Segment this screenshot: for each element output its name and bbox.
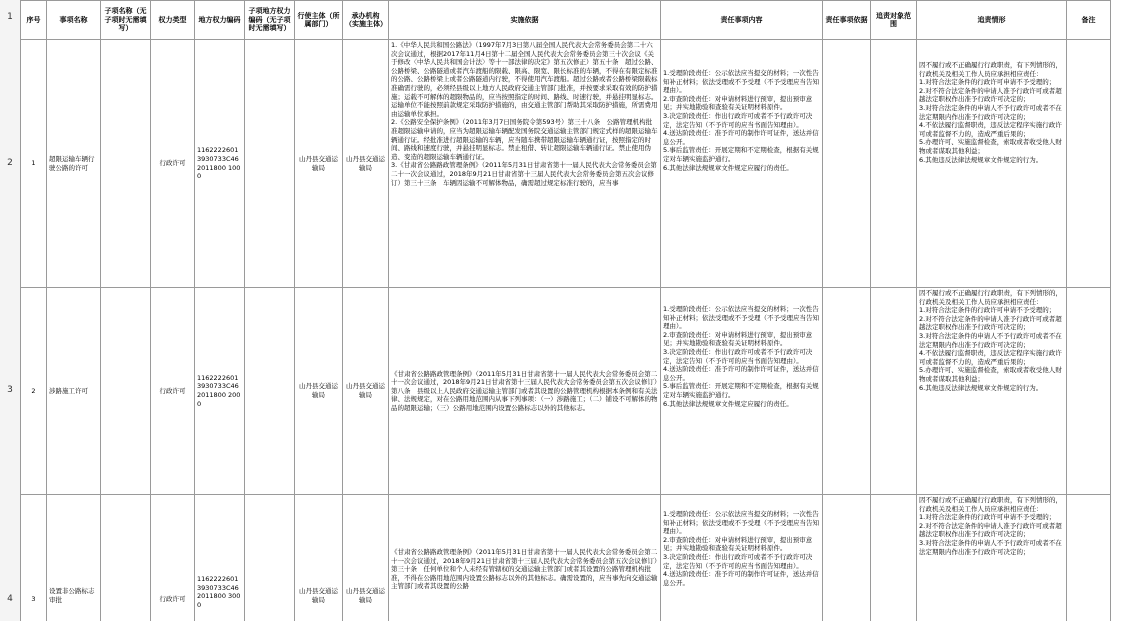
- cell-agency[interactable]: 山丹县交通运输局: [343, 288, 389, 495]
- cell-subitem-name[interactable]: [101, 495, 151, 621]
- cell-responsibility-basis[interactable]: [823, 495, 871, 621]
- cell-power-code[interactable]: 11622226013930733C462011800 1000: [195, 40, 245, 288]
- cell-subject[interactable]: 山丹县交通运输局: [295, 40, 343, 288]
- cell-accountability[interactable]: [917, 495, 1067, 621]
- cell-responsibility[interactable]: [661, 40, 823, 288]
- basis-text: 1.《中华人民共和国公路法》（1997年7月3日第八届全国人民代表大会常务委员会第二十六次会议通过，根据2017年11月4日第十二届全国人民代表大会常务委员会第三十次会议《关于修改〈中华人民共和国会计法〉等十一部法律的决定》第五次修正）第五十条 超过公路、公路桥梁、公路隧道或者汽车渡船的限载、限高、限宽、限长标准的车辆，不得在有限定标准的公路、公路桥梁上或者公路隧道内行驶，不得使用汽车渡船。超过公路或者公路桥梁限载标准确需行驶的，必须经县级以上地方人民政府交通主管部门批准，并按要求采取有效的防护措施；运载不可解体的超限物品的，应当按照指定的时间、路线、时速行驶，并悬挂明显标志。运输单位不能按照前款规定采取防护措施的，由交通主管部门帮助其采取防护措施，所需费用由运输单位承担。 2.《公路安全保护条例》（2011年3月7日国务院令第593号）第三十八条 公路管理机构批准超限运输申请的，应当为超限运输车辆配发国务院交通运输主管部门规定式样的超限运输车辆通行证。经批准进行超限运输的车辆，应当随车携带超限运输车辆通行证，按照指定的时间、路线和速度行驶，并悬挂明显标志。禁止租借、转让超限运输车辆通行证。禁止使用伪造、变造的超限运输车辆通行证。 3.《甘肃省公路路政管理条例》（2011年5月31日甘肃省第十一届人民代表大会常务委员会第二十一次会议通过，2018年9月21日甘肃省第十三届人民代表大会常务委员会第五次会议修订）第三十三条 车辆因运输不可解体物品，确需超过规定标准行驶的，应当事: [391, 41, 658, 187]
- cell-subitem-name[interactable]: [101, 288, 151, 495]
- cell-responsibility[interactable]: [661, 495, 823, 621]
- header-remarks[interactable]: 备注: [1067, 1, 1111, 40]
- cell-power-code[interactable]: 11622226013930733C462011800 2000: [195, 288, 245, 495]
- cell-remarks[interactable]: [1067, 495, 1111, 621]
- cell-item-name[interactable]: 涉路施工许可: [47, 288, 101, 495]
- cell-agency[interactable]: 山丹县交通运输局: [343, 495, 389, 621]
- header-item-name[interactable]: 事项名称: [47, 1, 101, 40]
- cell-subitem-code[interactable]: [245, 495, 295, 621]
- cell-subitem-code[interactable]: [245, 288, 295, 495]
- cell-seq[interactable]: 2: [21, 288, 47, 495]
- header-subitem-name[interactable]: 子项名称（无子项时无需填写）: [101, 1, 151, 40]
- table-row: [21, 288, 1111, 495]
- cell-remarks[interactable]: [1067, 288, 1111, 495]
- cell-subitem-code[interactable]: [245, 40, 295, 288]
- row-header-gutter: [0, 0, 21, 621]
- accountability-text: 因不履行或不正确履行行政职责，有下列情形的，行政机关及相关工作人员应承担相应责任： 1.对符合法定条件的行政许可申请不予受理的； 2.对不符合法定条件的申请人准予行政许可或者超越法定职权作出准予行政许可决定的； 3.对符合法定条件的申请人不予行政许可或者不在法定期限内作出准予行政许可决定的； 4.不依法履行监督职责，违反法定程序实施行政许可或者监督不力的，造成严重后果的； 5.办理许可、实施监督检查，索取或者收受他人财物或者谋取其他利益； 6.其他违反法律法规规章文件规定的行为。: [919, 289, 1062, 392]
- cell-remarks[interactable]: [1067, 40, 1111, 288]
- cell-item-name[interactable]: 超限运输车辆行驶公路的许可: [47, 40, 101, 288]
- header-power-type[interactable]: 权力类型: [151, 1, 195, 40]
- header-row: [21, 1, 1111, 40]
- cell-seq[interactable]: 3: [21, 495, 47, 621]
- responsibility-text: 1.受理阶段责任：公示依法应当提交的材料；一次性告知补正材料；依法受理或不予受理（不予受理应当告知理由）。 2.审查阶段责任：对申请材料进行预审，提出预审意见；并实地勘验和查验有关证明材料原件。 3.决定阶段责任：作出行政许可或者不予行政许可决定，法定告知（不予许可的应当书面告知理由）。 4.送达阶段责任：准予许可的制作许可证件，送达并信息公开。 5.事后监管责任：开展定期和不定期检查，根据有关规定对车辆实施监护通行。 6.其他法律法规规章文件规定应履行的责任。: [663, 69, 819, 172]
- header-responsibility-basis[interactable]: 责任事项依据: [823, 1, 871, 40]
- cell-power-type[interactable]: 行政许可: [151, 40, 195, 288]
- row-number-3[interactable]: 3: [7, 385, 13, 395]
- cell-subject[interactable]: 山丹县交通运输局: [295, 288, 343, 495]
- cell-accountability-scope[interactable]: [871, 495, 917, 621]
- header-agency[interactable]: 承办机构（实施主体）: [343, 1, 389, 40]
- cell-responsibility[interactable]: [661, 288, 823, 495]
- cell-accountability[interactable]: [917, 288, 1067, 495]
- header-accountability-scope[interactable]: 追责对象范围: [871, 1, 917, 40]
- row-number-1[interactable]: 1: [7, 12, 13, 22]
- header-seq[interactable]: 序号: [21, 1, 47, 40]
- table-row: [21, 40, 1111, 288]
- cell-accountability-scope[interactable]: [871, 288, 917, 495]
- cell-subitem-name[interactable]: [101, 40, 151, 288]
- cell-item-name[interactable]: 设置非公路标志审批: [47, 495, 101, 621]
- header-power-code[interactable]: 地方权力编码: [195, 1, 245, 40]
- row-number-2[interactable]: 2: [7, 158, 13, 168]
- cell-seq[interactable]: 1: [21, 40, 47, 288]
- cell-subject[interactable]: 山丹县交通运输局: [295, 495, 343, 621]
- basis-text: 《甘肃省公路路政管理条例》（2011年5月31日甘肃省第十一届人民代表大会常务委员会第二十一次会议通过，2018年9月21日甘肃省第十三届人民代表大会常务委员会第五次会议修订）第三十条 任何单位和个人未经有管辖权的交通运输主管部门或者其设置的公路管理机构批准，不得在公路用地范围内设置公路标志以外的其他标志。确需设置的，应当事先向交通运输主管部门或者其设置的公路: [391, 548, 658, 591]
- cell-accountability-scope[interactable]: [871, 40, 917, 288]
- responsibility-text: 1.受理阶段责任：公示依法应当提交的材料；一次性告知补正材料；依法受理或不予受理（不予受理应当告知理由）。 2.审查阶段责任：对申请材料进行预审，提出预审意见；并实地勘验和查验有关证明材料原件。 3.决定阶段责任：作出行政许可或者不予行政许可决定，法定告知（不予许可的应当书面告知理由）。 4.送达阶段责任：准予许可的制作许可证件，送达并信息公开。: [663, 510, 819, 587]
- responsibility-text: 1.受理阶段责任：公示依法应当提交的材料；一次性告知补正材料；依法受理或不予受理（不予受理应当告知理由）。 2.审查阶段责任：对申请材料进行预审，提出预审意见；并实地勘验和查验有关证明材料原件。 3.决定阶段责任：作出行政许可或者不予行政许可决定，法定告知（不予许可的应当书面告知理由）。 4.送达阶段责任：准予许可的制作许可证件，送达并信息公开。 5.事后监管责任：开展定期和不定期检查，根据有关规定对车辆实施监护通行。 6.其他法律法规规章文件规定应履行的责任。: [663, 305, 819, 408]
- power-list-table: [20, 0, 1111, 621]
- cell-power-code[interactable]: 11622226013930733C462011800 3000: [195, 495, 245, 621]
- cell-power-type[interactable]: 行政许可: [151, 288, 195, 495]
- header-subject[interactable]: 行使主体（所属部门）: [295, 1, 343, 40]
- cell-basis[interactable]: [389, 288, 661, 495]
- header-subitem-code[interactable]: 子项地方权力编码（无子项时无需填写）: [245, 1, 295, 40]
- cell-power-type[interactable]: 行政许可: [151, 495, 195, 621]
- header-accountability[interactable]: 追责情形: [917, 1, 1067, 40]
- cell-responsibility-basis[interactable]: [823, 288, 871, 495]
- cell-basis[interactable]: [389, 40, 661, 288]
- header-responsibility[interactable]: 责任事项内容: [661, 1, 823, 40]
- cell-responsibility-basis[interactable]: [823, 40, 871, 288]
- basis-text: 《甘肃省公路路政管理条例》（2011年5月31日甘肃省第十一届人民代表大会常务委员会第二十一次会议通过，2018年9月21日甘肃省第十三届人民代表大会常务委员会第五次会议修订）第八条 县级以上人民政府交通运输主管部门或者其设置的公路管理机构根据本条例和有关法律、法规规定，对在公路用地范围内从事下列事项：（一）涉路施工；（二）铺设不可解体的物品的超限运输；（三）公路用地范围内设置公路标志以外的其他标志。: [391, 369, 658, 412]
- header-basis[interactable]: 实施依据: [389, 1, 661, 40]
- accountability-text: 因不履行或不正确履行行政职责，有下列情形的，行政机关及相关工作人员应承担相应责任： 1.对符合法定条件的行政许可申请不予受理的； 2.对不符合法定条件的申请人准予行政许可或者超越法定职权作出准予行政许可决定的； 3.对符合法定条件的申请人不予行政许可或者不在法定期限内作出准予行政许可决定的；: [919, 496, 1062, 556]
- cell-basis[interactable]: [389, 495, 661, 621]
- cell-agency[interactable]: 山丹县交通运输局: [343, 40, 389, 288]
- table-row: [21, 495, 1111, 621]
- accountability-text: 因不履行或不正确履行行政职责，有下列情形的，行政机关及相关工作人员应承担相应责任： 1.对符合法定条件的行政许可申请不予受理的； 2.对不符合法定条件的申请人准予行政许可或者超越法定职权作出准予行政许可决定的； 3.对符合法定条件的申请人不予行政许可或者不在法定期限内作出准予行政许可决定的； 4.不依法履行监督职责，违反法定程序实施行政许可或者监督不力的，造成严重后果的； 5.办理许可、实施监督检查，索取或者收受他人财物或者谋取其他利益； 6.其他违反法律法规规章文件规定的行为。: [919, 61, 1062, 164]
- cell-accountability[interactable]: [917, 40, 1067, 288]
- row-number-4[interactable]: 4: [7, 594, 13, 604]
